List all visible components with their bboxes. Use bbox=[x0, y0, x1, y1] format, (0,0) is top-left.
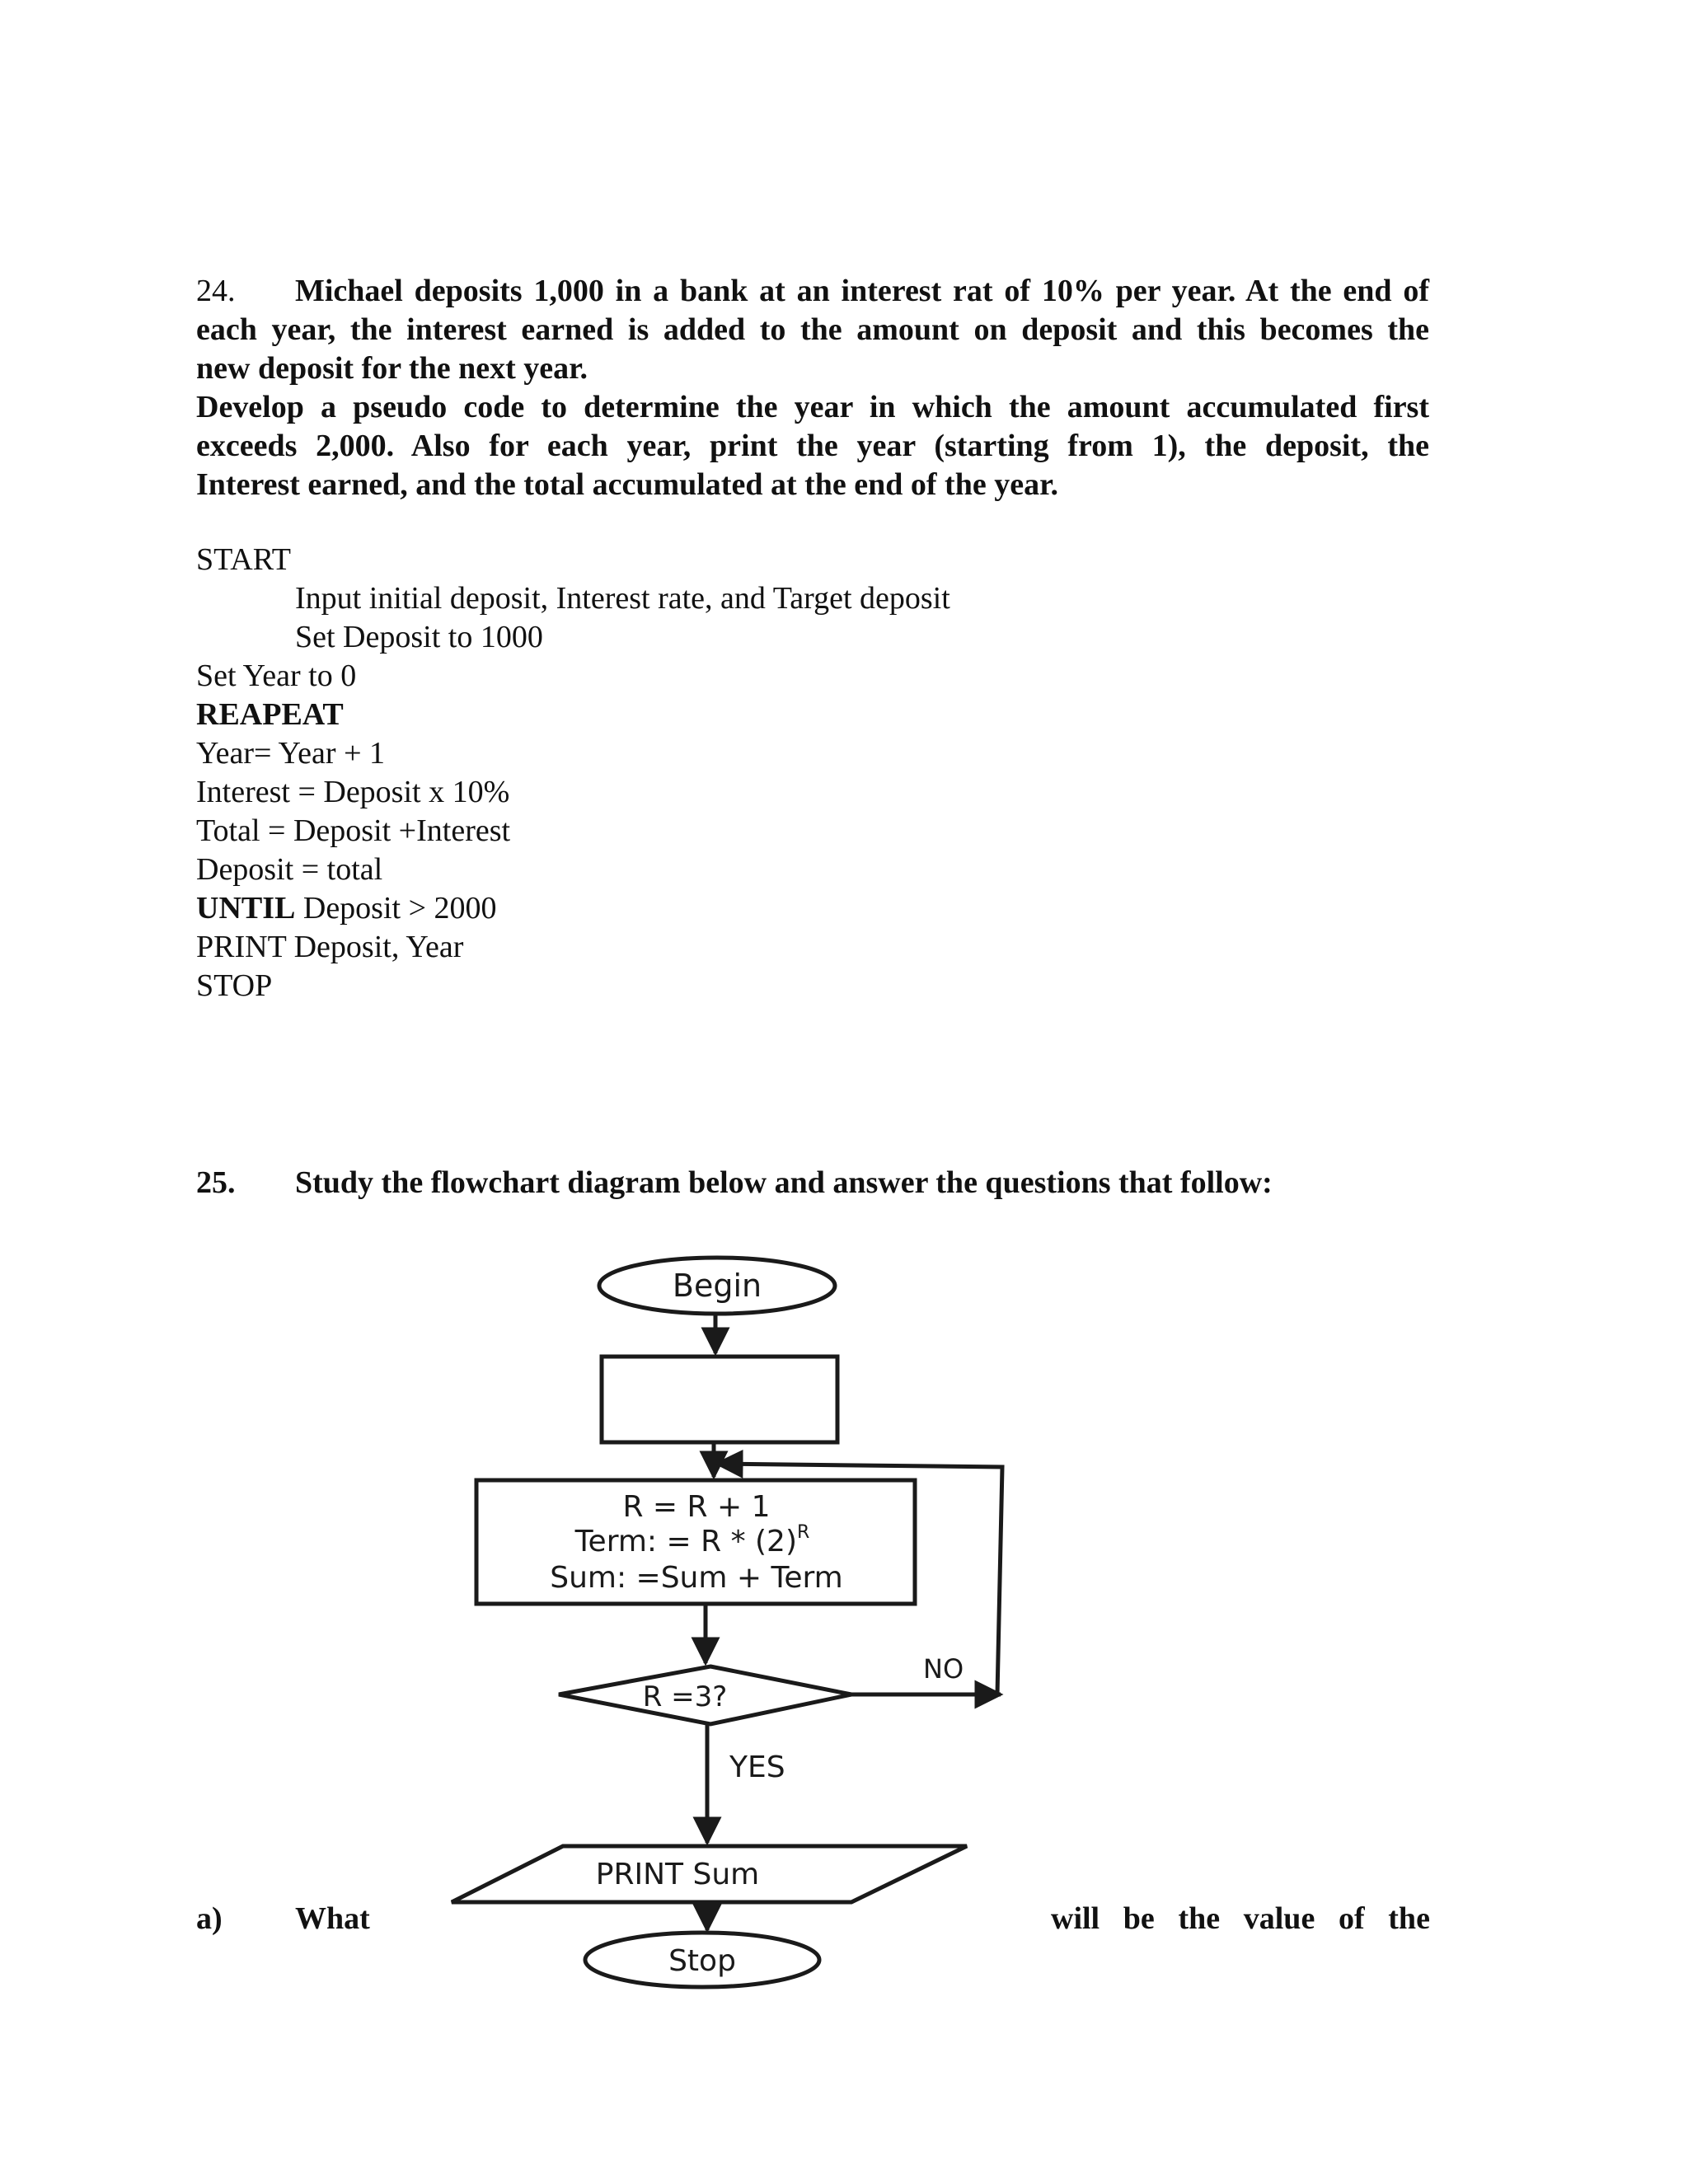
part-word: the bbox=[1388, 1901, 1430, 1936]
process-line: R = R + 1 bbox=[622, 1490, 771, 1524]
code-line: Deposit = total bbox=[196, 852, 383, 887]
code-line: Interest = Deposit x 10% bbox=[196, 775, 510, 809]
question-text-line: Michael deposits 1,000 in a bank at an interest rat of 10% per year. At the end of bbox=[295, 274, 1429, 308]
decision-label: R =3? bbox=[642, 1680, 728, 1713]
part-word: of bbox=[1338, 1901, 1365, 1936]
question-text-line: Develop a pseudo code to determine the year in which the amount accumulated first bbox=[196, 390, 1429, 424]
process-term-text: Term: = R * (2) bbox=[574, 1525, 798, 1558]
begin-label: Begin bbox=[672, 1268, 762, 1304]
code-line: Set Deposit to 1000 bbox=[295, 620, 543, 654]
part-text: What bbox=[295, 1901, 370, 1936]
code-line: STOP bbox=[196, 968, 273, 1003]
question-24 bbox=[196, 272, 1429, 504]
question-text-line: exceeds 2,000. Also for each year, print the year (starting from 1), the deposit, the bbox=[196, 429, 1429, 463]
code-condition: Deposit > 2000 bbox=[302, 891, 497, 926]
part-word: be bbox=[1123, 1901, 1155, 1936]
code-keyword-line: REAPEAT bbox=[196, 697, 344, 732]
question-text-line: each year, the interest earned is added to the amount on deposit and this becomes the bbox=[196, 312, 1429, 347]
yes-label: YES bbox=[729, 1750, 785, 1784]
code-line: PRINT Deposit, Year bbox=[196, 930, 464, 964]
code-line: Set Year to 0 bbox=[196, 658, 357, 693]
pseudocode-block bbox=[196, 541, 950, 1005]
process-line: Sum: =Sum + Term bbox=[550, 1561, 843, 1595]
code-line: START bbox=[196, 542, 292, 577]
question-25 bbox=[196, 1164, 1273, 1202]
stop-label: Stop bbox=[668, 1944, 736, 1978]
question-number: 24. bbox=[196, 274, 236, 308]
part-word: the bbox=[1178, 1901, 1221, 1936]
part-a-question bbox=[196, 1900, 370, 1938]
part-word: value bbox=[1243, 1901, 1315, 1936]
question-text: Study the flowchart diagram below and answer the questions that follow: bbox=[295, 1165, 1273, 1200]
part-label: a) bbox=[196, 1901, 223, 1936]
code-line bbox=[196, 889, 950, 928]
question-text-line: new deposit for the next year. bbox=[196, 351, 588, 386]
question-number: 25. bbox=[196, 1165, 236, 1200]
code-line: Total = Deposit +Interest bbox=[196, 813, 511, 848]
process-term-exponent: R bbox=[797, 1522, 810, 1543]
part-a-continuation bbox=[1051, 1900, 1430, 1938]
no-label: NO bbox=[923, 1653, 964, 1685]
flowchart-diagram bbox=[445, 1236, 1039, 2003]
question-text-line: Interest earned, and the total accumulated at the end of the year. bbox=[196, 467, 1058, 502]
code-line: Input initial deposit, Interest rate, and Target deposit bbox=[295, 581, 950, 616]
output-label: PRINT Sum bbox=[595, 1858, 760, 1891]
empty-process-box bbox=[602, 1357, 837, 1442]
part-word: will bbox=[1051, 1901, 1100, 1936]
code-keyword: UNTIL bbox=[196, 891, 296, 926]
process-line bbox=[574, 1522, 810, 1558]
code-line: Year= Year + 1 bbox=[196, 736, 386, 771]
